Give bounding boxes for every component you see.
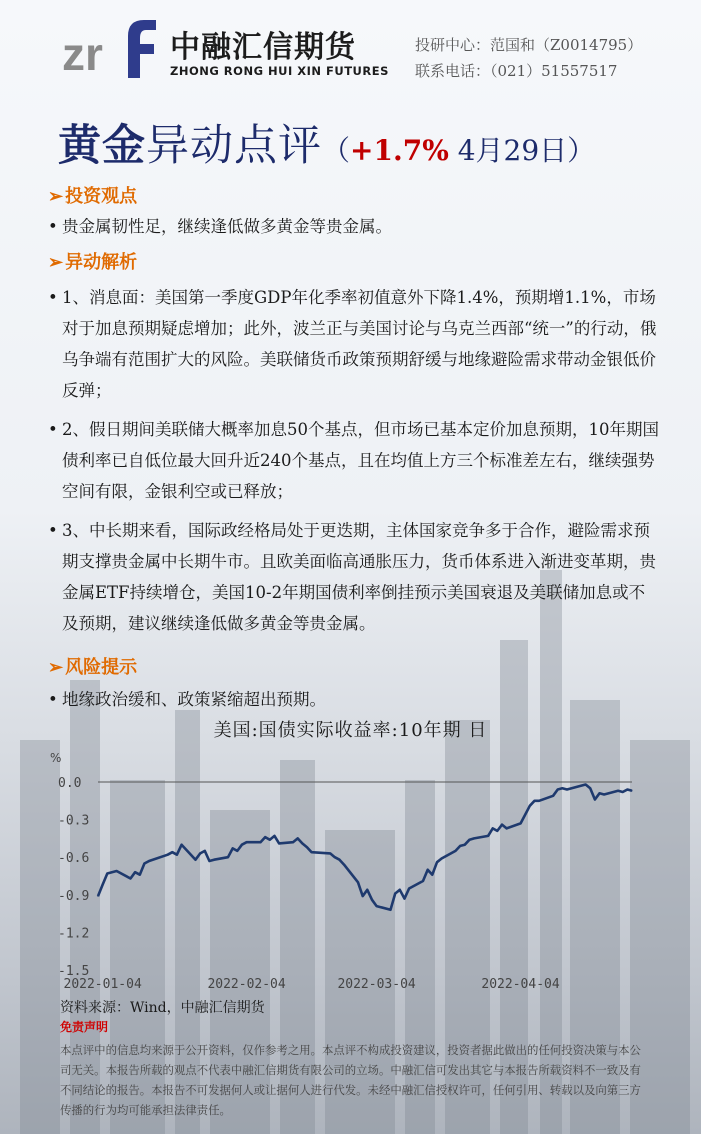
arrow-icon: ➢ [48,252,64,273]
data-source: 资料来源：Wind，中融汇信期货 [60,1000,265,1016]
data-point [432,874,433,875]
data-point [506,828,507,829]
arrow-icon: ➢ [48,186,64,207]
data-point [306,847,307,848]
data-point [422,880,423,881]
data-point [111,872,112,873]
section-risk-title [48,653,137,679]
risk-text: 地缘政治缓和、政策紧缩超出预期。 [62,690,326,709]
header [0,0,701,100]
data-point [181,844,182,845]
data-point [399,889,400,890]
data-point [139,874,140,875]
data-point [441,858,442,859]
data-point [227,857,228,858]
data-point [334,857,335,858]
risk-bullet [48,684,660,715]
data-point [594,799,595,800]
data-point [274,835,275,836]
data-point [311,852,312,853]
data-point [200,853,201,854]
data-point [214,859,215,860]
data-point [618,790,619,791]
data-point [604,794,605,795]
x-tick-label: 2022-01-04 [63,977,142,992]
contact-phone: 联系电话：（021）51557517 [415,62,618,80]
data-point [539,800,540,801]
data-point [376,906,377,907]
data-point [590,788,591,789]
data-point [302,843,303,844]
analysis-text-2: 2、假日期间美联储大概率加息50个基点，但市场已基本定价加息预期，10年期国债利率已自低位最大回升近240个基点，且在均值上方三个标准差左右，继续强势空间有限，金银利空或已释放； [62,420,659,501]
data-point [627,789,628,790]
data-point [135,872,136,873]
data-point [529,805,530,806]
section-view-label: 投资观点 [65,186,138,207]
section-analysis-title [48,248,137,274]
y-tick-label: -0.9 [58,888,90,904]
data-point [501,824,502,825]
company-name-cn: 中融汇信期货 [170,30,356,65]
data-point [404,898,405,899]
x-tick-label: 2022-04-04 [481,977,560,992]
data-point [344,864,345,865]
bullet-icon: • [48,288,58,307]
yield-line-chart [0,740,701,995]
contact-info [415,32,642,84]
analysis-text-3: 3、中长期来看，国际政经格局处于更迭期，主体国家竞争多于合作，避险需求预期支撑贵金属中长期牛市。且欧美面临高通胀压力，货币体系进入渐进变革期，贵金属ETF持续增仓，美国10-2年期国债利率倒挂预示美国衰退及美联储加息或不及预期，建议继续逢低做多黄金等贵金属。 [62,521,656,633]
contact-researcher: 投研中心：范国和（Z0014795） [415,36,643,54]
data-point [455,850,456,851]
data-point [534,800,535,801]
data-point [371,899,372,900]
title-sub: 异动点评 [146,121,322,171]
data-point [566,789,567,790]
page-title [58,112,595,173]
company-logo [62,14,156,78]
section-risk-label: 风险提示 [65,657,138,678]
data-point [241,844,242,845]
company-name-en: ZHONG RONG HUI XIN FUTURES [170,64,389,78]
data-point [269,839,270,840]
data-point [367,889,368,890]
data-point [390,909,391,910]
bullet-icon: • [48,690,58,709]
data-point [469,839,470,840]
data-point [492,828,493,829]
y-axis-unit-label: % [50,751,62,765]
data-point [102,884,103,885]
data-point [474,838,475,839]
data-point [362,896,363,897]
title-change: +1.7% [350,134,449,167]
data-point [265,837,266,838]
yield-series-line [98,785,632,910]
analysis-text-1: 1、消息面：美国第一季度GDP年化季率初值意外下降1.4%，预期增1.1%，市场对于加息预期疑虑增加；此外，波兰正与美国讨论与乌克兰西部“统一”的行动，俄乌争端有范围扩大的风险。美联储货币政策预期舒缓与地缘避险需求带动金银低价反弹； [62,288,657,400]
section-analysis-label: 异动解析 [65,252,138,273]
data-point [292,842,293,843]
x-tick-label: 2022-02-04 [207,977,286,992]
svg-text:zr: zr [62,28,103,78]
data-point [631,790,632,791]
analysis-bullet-2 [48,414,660,507]
chart-title: 美国:国债实际收益率:10年期 日 [213,720,488,741]
data-point [130,878,131,879]
data-point [232,848,233,849]
data-point [144,863,145,864]
data-point [357,882,358,883]
title-paren-open: （ [322,134,351,167]
data-point [279,843,280,844]
y-tick-label: -0.3 [58,813,90,829]
data-point [585,784,586,785]
y-tick-label: 0.0 [58,776,82,791]
data-point [599,793,600,794]
data-point [409,888,410,889]
data-point [237,850,238,851]
data-point [562,788,563,789]
data-point [553,795,554,796]
data-point [557,789,558,790]
data-point [427,869,428,870]
data-point [260,842,261,843]
data-point [195,859,196,860]
y-tick-label: -1.5 [58,964,90,979]
data-point [204,850,205,851]
data-point [297,838,298,839]
analysis-bullet-1 [48,282,660,406]
data-point [464,844,465,845]
data-point [246,842,247,843]
data-point [497,830,498,831]
data-point [167,854,168,855]
bullet-icon: • [48,521,58,540]
title-main: 黄金 [58,121,146,171]
data-point [395,893,396,894]
data-point [436,862,437,863]
data-point [488,835,489,836]
data-point [107,873,108,874]
title-date: 4月29日） [448,134,596,167]
data-point [339,859,340,860]
data-point [172,852,173,853]
data-point [149,860,150,861]
data-point [622,791,623,792]
section-view-title [48,182,137,208]
data-point [460,845,461,846]
view-text: 贵金属韧性足，继续逢低做多黄金等贵金属。 [62,217,392,236]
analysis-bullet-3 [48,515,660,639]
data-point [116,870,117,871]
disclaimer-title: 免责声明 [60,1020,109,1034]
disclaimer-text: 本点评中的信息均来源于公开资料，仅作参考之用。本点评不构成投资建议，投资者据此做出的任何投资决策与本公司无关。本报告所载的观点不代表中融汇信期货有限公司的立场。中融汇信可发出其它与本报告所载资料不一致及有不同结论的报告。本报告不可发据何人或让据何人进行代发。未经中融汇信授权许可，任何引用、转载以及向第三方传播的行为均可能承担法律责任。 [60,1043,641,1117]
data-point [520,823,521,824]
data-point [176,854,177,855]
data-point [209,860,210,861]
data-point [525,814,526,815]
data-point [330,853,331,854]
arrow-icon: ➢ [48,657,64,678]
y-tick-label: -1.2 [58,926,90,942]
bullet-icon: • [48,420,58,439]
data-point [97,896,98,897]
y-tick-label: -0.6 [58,851,90,867]
bullet-icon: • [48,217,58,236]
x-tick-label: 2022-03-04 [337,977,416,992]
view-bullet [48,211,660,242]
